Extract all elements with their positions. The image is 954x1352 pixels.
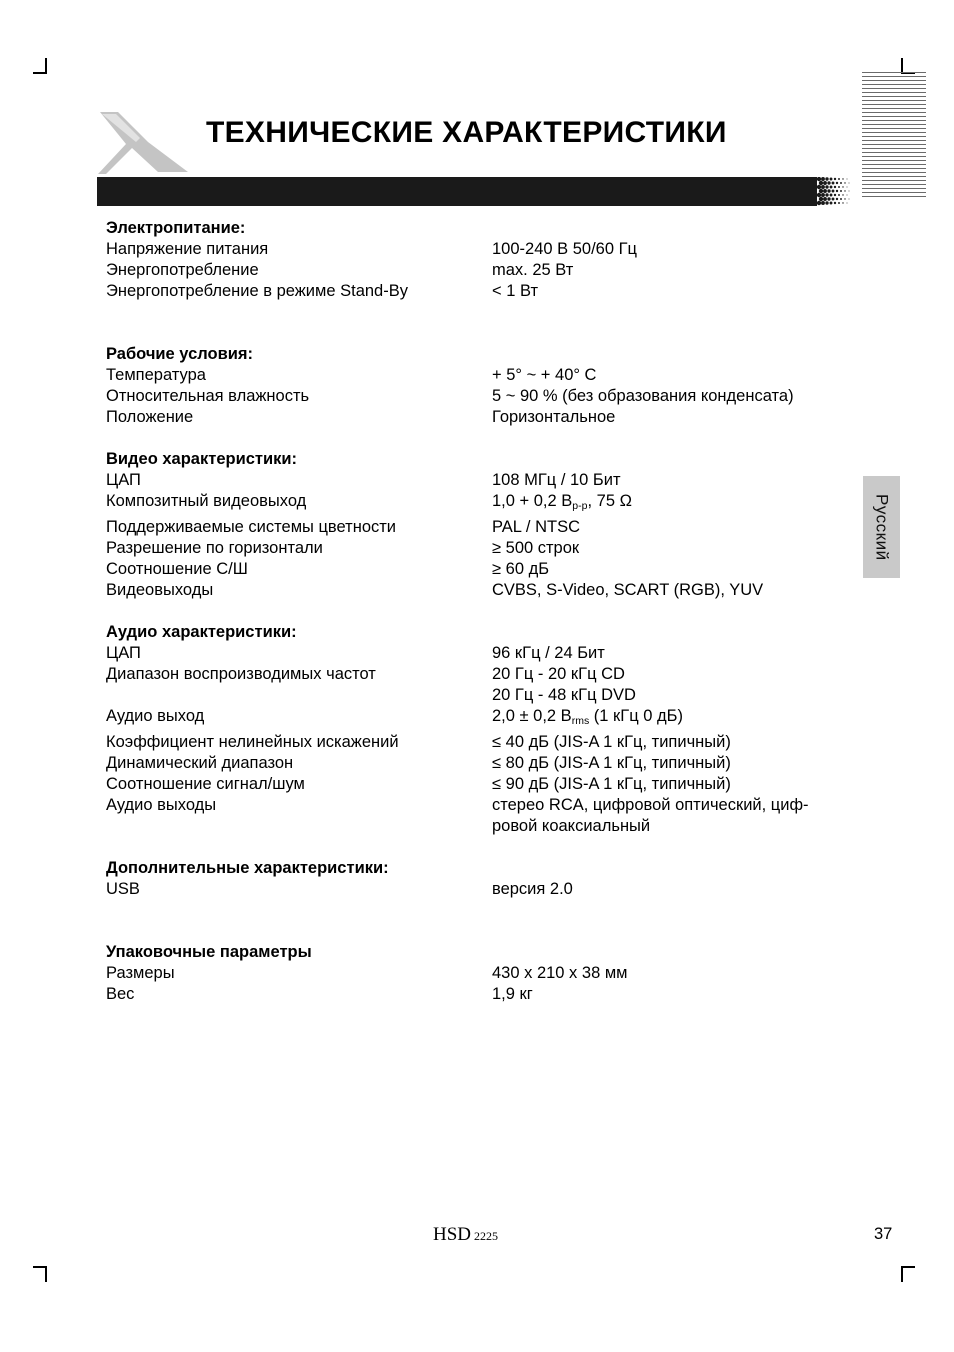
spec-row (106, 491, 846, 517)
spec-row (106, 239, 846, 260)
halftone-dot (830, 194, 833, 197)
stripe-line (862, 176, 926, 177)
stripe-line (862, 196, 926, 197)
spec-value: стерео RCA, цифровой оптический, циф- ровой коаксиальный (492, 796, 809, 835)
halftone-dot (821, 177, 825, 181)
section-title: Дополнительные характеристики: (106, 859, 389, 877)
spec-row (106, 517, 846, 538)
halftone-dot (834, 194, 836, 196)
spec-value: ≤ 90 дБ (JIS-A 1 кГц, типичный) (492, 775, 731, 793)
stripe-line (862, 168, 926, 169)
spec-value: 1,9 кг (492, 985, 533, 1003)
section-title: Упаковочные параметры (106, 943, 312, 961)
stripe-line (862, 80, 926, 81)
halftone-dot (825, 193, 828, 196)
spec-label: Диапазон воспроизводимых частот (106, 665, 376, 683)
spec-row (106, 260, 846, 281)
spec-value: 100-240 В 50/60 Гц (492, 240, 637, 258)
halftone-dot (840, 182, 842, 184)
halftone-dot (821, 201, 825, 205)
halftone-dot (838, 186, 840, 188)
spec-value: версия 2.0 (492, 880, 573, 898)
crop-mark-top-left (33, 58, 47, 74)
halftone-dot (847, 203, 848, 204)
stripe-line (862, 188, 926, 189)
halftone-dot (847, 179, 848, 180)
spec-label: Разрешение по горизонтали (106, 539, 323, 557)
spec-label: Поддерживаемые системы цветности (106, 518, 397, 536)
stripe-line (862, 116, 926, 117)
halftone-dot (823, 197, 827, 201)
halftone-dot (821, 193, 825, 197)
halftone-dot (838, 178, 840, 180)
stripe-line (862, 112, 926, 113)
halftone-dot (830, 178, 833, 181)
spec-value: ≥ 500 строк (492, 539, 580, 557)
halftone-dot (836, 182, 838, 184)
halftone-dot (840, 190, 842, 192)
language-tab (863, 476, 900, 578)
section-title: Видео характеристики: (106, 450, 298, 468)
spec-value: max. 25 Вт (492, 261, 574, 279)
halftone-dot (842, 178, 843, 179)
spec-row (106, 407, 846, 428)
halftone-dot (817, 177, 821, 181)
halftone-dot (825, 185, 828, 188)
spec-row (106, 732, 846, 753)
spec-label: Соотношение С/Ш (106, 560, 248, 578)
halftone-dot (832, 198, 835, 201)
stripe-line (862, 152, 926, 153)
stripe-line (862, 156, 926, 157)
spec-section (106, 218, 846, 302)
halftone-dot (832, 190, 835, 193)
spec-value (492, 706, 846, 732)
page-title: ТЕХНИЧЕСКИЕ ХАРАКТЕРИСТИКИ (206, 116, 727, 149)
halftone-dot (842, 202, 843, 203)
halftone-dot (838, 202, 840, 204)
halftone-dot (836, 198, 838, 200)
stripe-line (862, 136, 926, 137)
spec-value: PAL / NTSC (492, 518, 581, 536)
spec-label: Вес (106, 985, 135, 1003)
halftone-dot (817, 185, 821, 189)
stripe-line (862, 108, 926, 109)
spec-label: Положение (106, 408, 194, 426)
spec-row (106, 538, 846, 559)
spec-value-suffix: (1 кГц 0 дБ) (589, 707, 683, 725)
page-number: 37 (874, 1225, 893, 1243)
spec-row (106, 753, 846, 774)
stripe-line (862, 164, 926, 165)
spec-row (106, 580, 846, 601)
halftone-dot (849, 183, 850, 184)
stripe-line (862, 160, 926, 161)
halftone-dot (827, 181, 830, 184)
stripe-line (862, 140, 926, 141)
stripe-line (862, 128, 926, 129)
halftone-dot (817, 193, 821, 197)
halftone-dot (823, 181, 827, 185)
halftone-dot (838, 194, 840, 196)
spec-section (106, 344, 846, 428)
halftone-dot (840, 198, 842, 200)
section-title: Электропитание: (106, 219, 246, 237)
spec-value: Горизонтальное (492, 408, 616, 426)
spec-value: < 1 Вт (492, 282, 538, 300)
spec-label: ЦАП (106, 471, 141, 489)
spec-label: Аудио выходы (106, 796, 217, 814)
spec-value: 96 кГц / 24 Бит (492, 644, 605, 662)
spec-label: Динамический диапазон (106, 754, 294, 772)
stripe-line (862, 180, 926, 181)
spec-value-main: 1,0 + 0,2 В (492, 492, 573, 510)
spec-section (106, 449, 846, 601)
stripe-line (862, 132, 926, 133)
spec-section (106, 942, 846, 1005)
spec-label: Композитный видеовыход (106, 492, 307, 510)
stripe-line (862, 76, 926, 77)
spec-row (106, 559, 846, 580)
spec-value: CVBS, S-Video, SCART (RGB), YUV (492, 581, 764, 599)
spec-label: Энергопотребление в режиме Stand-By (106, 282, 408, 300)
stripe-line (862, 124, 926, 125)
spec-row (106, 984, 846, 1005)
halftone-dot (827, 197, 830, 200)
halftone-dot (844, 182, 845, 183)
spec-row (106, 643, 846, 664)
halftone-dot (842, 186, 843, 187)
spec-value: ≤ 80 дБ (JIS-A 1 кГц, типичный) (492, 754, 731, 772)
crop-mark-bottom-right (901, 1266, 915, 1282)
halftone-dot (842, 194, 843, 195)
stripe-line (862, 72, 926, 73)
halftone-dot (849, 199, 850, 200)
halftone-dot (834, 178, 836, 180)
halftone-dot (844, 190, 845, 191)
halftone-dot (847, 195, 848, 196)
stripe-line (862, 192, 926, 193)
spec-value-subscript: rms (571, 715, 590, 727)
footer-brand-name: HSD (433, 1224, 472, 1245)
spec-value: 430 x 210 x 38 мм (492, 964, 628, 982)
spec-row (106, 281, 846, 302)
halftone-dot (817, 201, 821, 205)
spec-value: 5 ~ 90 % (без образования конденсата) (492, 387, 794, 405)
spec-row (106, 963, 846, 984)
stripe-line (862, 120, 926, 121)
spec-label: Видеовыходы (106, 581, 214, 599)
language-tab-label: Русский (872, 493, 892, 561)
spec-label: Коэффициент нелинейных искажений (106, 733, 399, 751)
stripe-line (862, 104, 926, 105)
header-bar (97, 177, 850, 206)
halftone-dot (832, 182, 835, 185)
spec-row (106, 879, 846, 900)
footer-brand (433, 1224, 498, 1246)
spec-row (106, 386, 846, 407)
spec-row (106, 795, 846, 837)
halftone-dot (819, 197, 823, 201)
stripe-line (862, 144, 926, 145)
x-brand-logo-icon (96, 108, 192, 176)
spec-section (106, 622, 846, 837)
spec-label: Напряжение питания (106, 240, 269, 258)
halftone-dot (844, 198, 845, 199)
spec-value: 108 МГц / 10 Бит (492, 471, 621, 489)
halftone-dot (819, 181, 823, 185)
halftone-dot (834, 202, 836, 204)
spec-row (106, 774, 846, 795)
spec-value (492, 491, 846, 517)
spec-value: ≤ 40 дБ (JIS-A 1 кГц, типичный) (492, 733, 731, 751)
halftone-dot (825, 177, 828, 180)
stripe-line (862, 100, 926, 101)
spec-label: Размеры (106, 964, 175, 982)
stripe-line (862, 96, 926, 97)
stripe-line (862, 88, 926, 89)
stripe-line (862, 92, 926, 93)
spec-row (106, 470, 846, 491)
halftone-dot (847, 187, 848, 188)
spec-label: Температура (106, 366, 206, 384)
spec-row (106, 365, 846, 386)
halftone-dot (834, 186, 836, 188)
decorative-stripes (862, 72, 926, 200)
stripe-line (862, 172, 926, 173)
stripe-line (862, 184, 926, 185)
halftone-dot (825, 201, 828, 204)
spec-value: ≥ 60 дБ (492, 560, 550, 578)
stripe-line (862, 148, 926, 149)
footer-model: 2225 (474, 1229, 499, 1243)
halftone-dot (849, 191, 850, 192)
section-title: Аудио характеристики: (106, 623, 297, 641)
halftone-dot (830, 202, 833, 205)
halftone-dot (819, 189, 823, 193)
spec-label: Соотношение сигнал/шум (106, 775, 305, 793)
spec-value-subscript: p-p (572, 500, 588, 512)
spec-row (106, 706, 846, 732)
spec-value-main: 2,0 ± 0,2 В (492, 707, 572, 725)
halftone-dot (836, 190, 838, 192)
halftone-dot (821, 185, 825, 189)
spec-value: + 5° ~ + 40° C (492, 366, 597, 384)
halftone-dot (830, 186, 833, 189)
section-title: Рабочие условия: (106, 345, 254, 363)
stripe-line (862, 84, 926, 85)
spec-row (106, 664, 846, 706)
halftone-dot (827, 189, 830, 192)
spec-section (106, 858, 846, 900)
spec-value-suffix: , 75 Ω (587, 492, 632, 510)
spec-label: USB (106, 880, 140, 898)
spec-label: Относительная влажность (106, 387, 310, 405)
specifications (106, 218, 846, 1005)
halftone-dot (823, 189, 827, 193)
spec-value: 20 Гц - 20 кГц CD 20 Гц - 48 кГц DVD (492, 665, 636, 704)
crop-mark-bottom-left (33, 1266, 47, 1282)
spec-label: Аудио выход (106, 707, 205, 725)
spec-label: Энергопотребление (106, 261, 259, 279)
spec-label: ЦАП (106, 644, 141, 662)
